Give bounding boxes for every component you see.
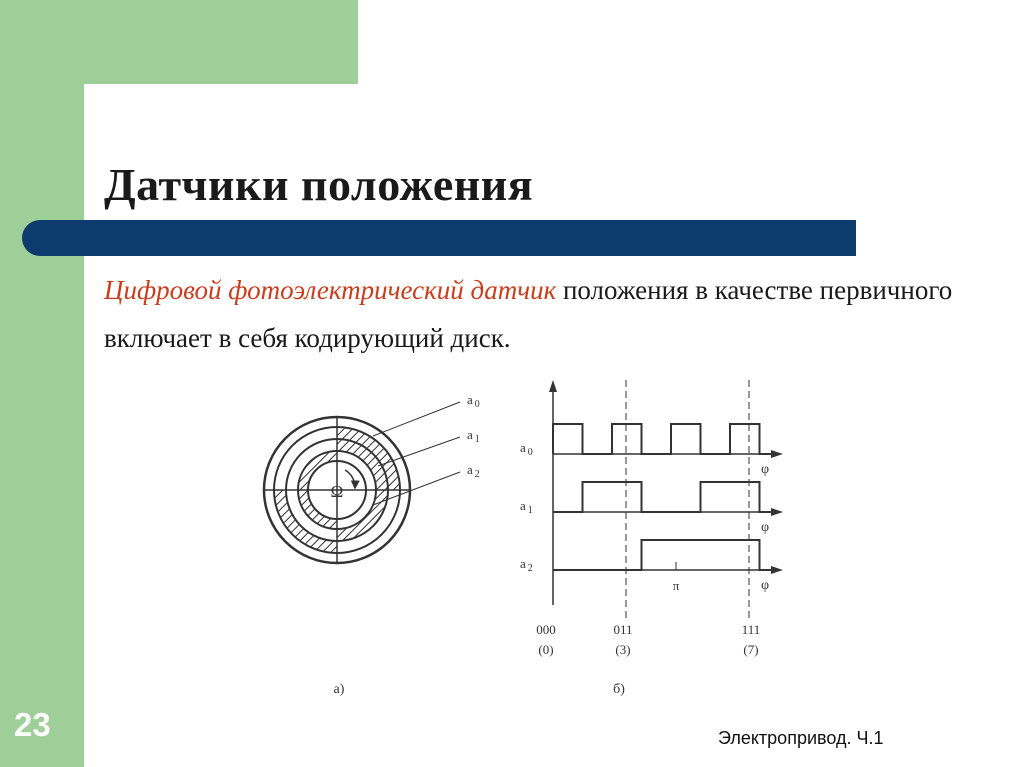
disk-label-a1: a $_1$ [467,427,480,445]
signal-a2-waveform [553,540,776,570]
code-number-7: (7) [743,642,759,657]
caption-a: а) [333,682,345,697]
phi-label-a0: φ [760,462,770,477]
code-number-0: (0) [538,642,554,657]
phi-label-a2: φ [760,578,770,593]
disk-label-a0: a $_0$ [467,392,480,410]
code-label-111: 111 [741,622,761,637]
signal-label-a1: a $_1$ [520,498,533,516]
phi-label-a1: φ [760,520,770,535]
footer-text: Электропривод. Ч.1 [718,728,884,748]
body-text-accent: Цифровой фотоэлектрический датчик [104,275,557,305]
signal-label-a2: a $_2$ [520,556,533,574]
signal-a1-waveform [553,482,776,512]
body-text-rest: положения в качестве первичного включает в себя кодирующий диск. [104,275,953,353]
caption-b: б) [613,682,625,697]
slide-number: 23 [14,706,51,743]
pi-label: π [672,578,680,593]
encoder-disk [264,392,480,697]
code-number-3: (3) [615,642,631,657]
timing-diagram [520,380,783,697]
signal-a0-waveform [553,424,776,454]
slide-title: Датчики положения [104,159,534,210]
code-label-000: 000 [536,622,556,637]
disk-label-a2: a $_2$ [467,462,480,480]
signal-label-a0: a $_0$ [520,440,533,458]
disk-center-symbol: Ω [330,482,344,501]
code-label-011: 011 [613,622,633,637]
vertical-axis-arrow [549,380,557,392]
leader-line-a0 [373,402,460,436]
